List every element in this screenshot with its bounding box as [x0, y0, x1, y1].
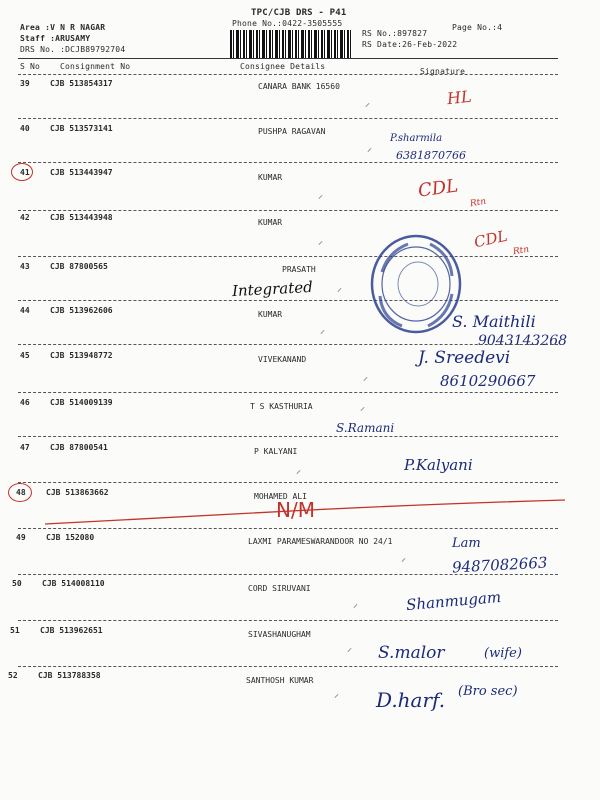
row-divider [18, 300, 558, 301]
handwritten-phone: 9487082663 [451, 553, 548, 577]
consignment-number: CJB 152080 [46, 533, 95, 542]
row-divider [18, 436, 558, 437]
row-divider [18, 574, 558, 575]
consignee-name: T S KASTHURIA [250, 402, 313, 411]
rs-number: RS No.:897827 [362, 29, 428, 38]
row-number: 52 [8, 671, 18, 680]
handwritten-signature: CDL [472, 226, 509, 252]
tick-mark: ⸝ [347, 643, 352, 654]
consignee-name: P KALYANI [254, 447, 298, 456]
consignment-number: CJB 513443947 [50, 168, 113, 177]
consignment-number: CJB 513854317 [50, 79, 113, 88]
tick-mark: ⸝ [334, 689, 339, 700]
row-number: 42 [20, 213, 30, 222]
consignee-name: PUSHPA RAGAVAN [258, 127, 326, 136]
column-consignment: Consignment No [60, 62, 131, 71]
row-divider [18, 392, 558, 393]
consignment-number: CJB 513573141 [50, 124, 113, 133]
row-divider [18, 620, 558, 621]
handwritten-signature: Shanmugam [405, 587, 502, 615]
row-number: 41 [20, 168, 30, 177]
consignee-name: CANARA BANK 16560 [258, 82, 340, 91]
staff-label: Staff :ARUSAMY [20, 34, 91, 43]
page-number: Page No.:4 [452, 23, 503, 32]
tick-mark: ⸝ [365, 98, 370, 109]
row-divider [18, 482, 558, 483]
tick-mark: ⸝ [337, 283, 342, 294]
handwritten-signature: Lam [452, 536, 481, 551]
row-number: 40 [20, 124, 30, 133]
tick-mark: ⸝ [401, 553, 406, 564]
handwritten-signature: S.malor [378, 643, 445, 663]
row-divider [18, 118, 558, 119]
area-label: Area :V N R NAGAR [20, 23, 106, 32]
tick-mark: ⸝ [318, 236, 323, 247]
handwritten-signature: HL [446, 86, 473, 109]
consignee-name: SANTHOSH KUMAR [246, 676, 314, 685]
handwritten-phone: 8610290667 [440, 372, 536, 390]
row-number: 45 [20, 351, 30, 360]
consignee-name: VIVEKANAND [258, 355, 307, 364]
header-rule [18, 58, 558, 59]
row-divider [18, 162, 558, 163]
consignment-number: CJB 513863662 [46, 488, 109, 497]
column-consignee: Consignee Details [240, 62, 326, 71]
row-divider [18, 256, 558, 257]
row-number: 44 [20, 306, 30, 315]
consignee-name: KUMAR [258, 310, 283, 319]
column-rule [18, 74, 558, 75]
stamp-seal [368, 232, 464, 336]
tick-mark: ⸝ [363, 372, 368, 383]
consignment-number: CJB 513962651 [40, 626, 103, 635]
consignment-number: CJB 513962606 [50, 306, 113, 315]
handwritten-signature: D.harf. [376, 688, 446, 712]
barcode-image [230, 30, 352, 58]
consignee-name: PRASATH [282, 265, 316, 274]
handwritten-note: (wife) [484, 646, 522, 661]
consignment-number: CJB 513948772 [50, 351, 113, 360]
document-title: TPC/CJB DRS - P41 [251, 8, 347, 18]
consignment-number: CJB 87800565 [50, 262, 108, 271]
row-divider [18, 210, 558, 211]
handwritten-signature: Integrated [231, 277, 314, 301]
handwritten-note: (Bro sec) [458, 684, 518, 699]
row-number: 50 [12, 579, 22, 588]
tick-mark: ⸝ [360, 402, 365, 413]
consignee-name: CORD SIRUVANI [248, 584, 311, 593]
row-divider [18, 344, 558, 345]
row-number: 47 [20, 443, 30, 452]
handwritten-phone: 6381870766 [396, 149, 466, 162]
row-number: 48 [16, 488, 26, 497]
handwritten-signature: CDL [416, 175, 460, 202]
consignment-number: CJB 513443948 [50, 213, 113, 222]
consignment-number: CJB 87800541 [50, 443, 108, 452]
row-divider [18, 666, 558, 667]
handwritten-note: Rtn [512, 244, 530, 258]
consignment-number: CJB 513788358 [38, 671, 101, 680]
handwritten-signature: N/M [276, 498, 315, 522]
tick-mark: ⸝ [367, 143, 372, 154]
column-sno: S No [20, 62, 41, 71]
handwritten-phone: 9043143268 [478, 333, 568, 349]
row-number: 49 [16, 533, 26, 542]
drs-number: DRS No. :DCJB89792704 [20, 45, 126, 54]
handwritten-signature: P.Kalyani [404, 456, 473, 474]
column-signature: Signature [420, 67, 466, 76]
consignee-name: MOHAMED ALI [254, 492, 307, 501]
tick-mark: ⸝ [296, 465, 301, 476]
row-number: 39 [20, 79, 30, 88]
tick-mark: ⸝ [318, 190, 323, 201]
handwritten-note: Rtn [469, 196, 487, 210]
tick-mark: ⸝ [353, 599, 358, 610]
handwritten-signature: S.Ramani [336, 421, 395, 435]
consignee-name: KUMAR [258, 173, 283, 182]
row-number: 46 [20, 398, 30, 407]
row-divider [18, 528, 558, 529]
consignee-name: KUMAR [258, 218, 283, 227]
row-number: 43 [20, 262, 30, 271]
handwritten-signature: J. Sreedevi [418, 348, 511, 368]
handwritten-signature: S. Maithili [452, 312, 536, 331]
consignment-number: CJB 514009139 [50, 398, 113, 407]
tick-mark: ⸝ [320, 325, 325, 336]
consignment-number: CJB 514008110 [42, 579, 105, 588]
row-number: 51 [10, 626, 20, 635]
handwritten-signature: P.sharmila [390, 133, 443, 144]
rs-date: RS Date:26-Feb-2022 [362, 40, 458, 49]
consignee-name: SIVASHANUGHAM [248, 630, 311, 639]
consignee-name: LAXMI PARAMESWARANDOOR NO 24/1 [248, 537, 393, 546]
phone-number: Phone No.:0422-3505555 [232, 19, 343, 28]
